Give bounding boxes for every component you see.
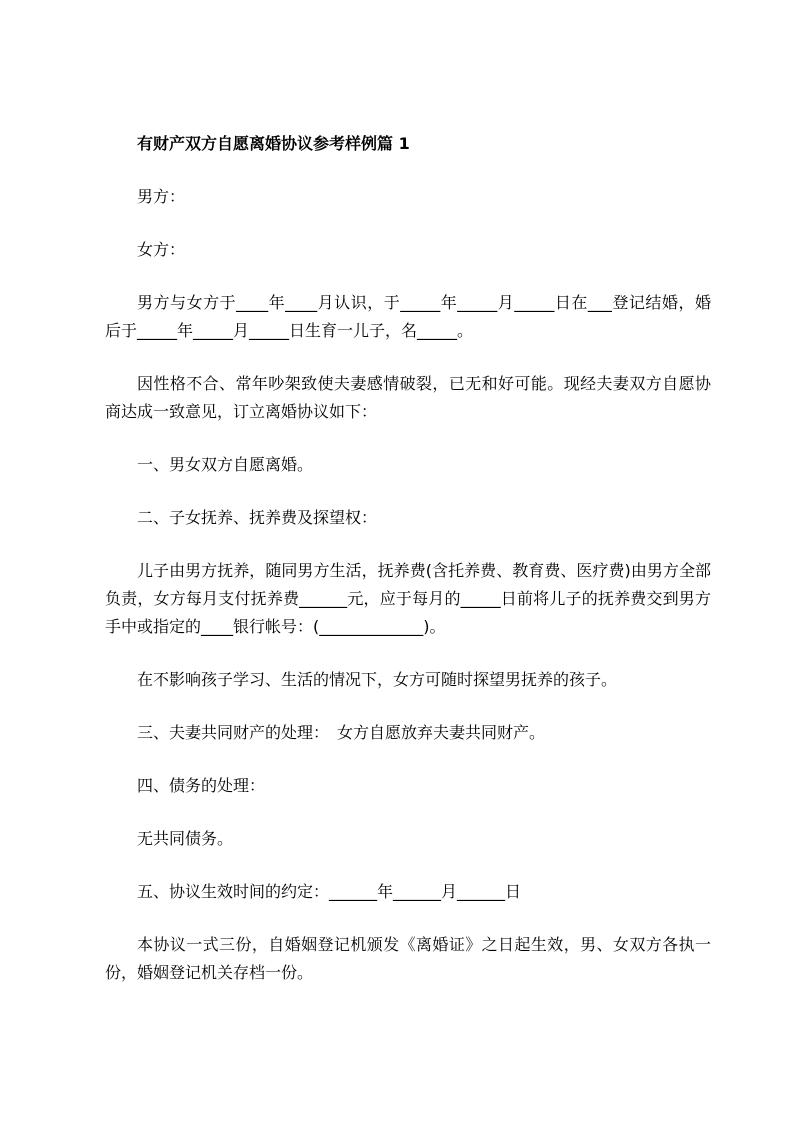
divorce-reason-paragraph: 因性格不合、常年吵架致使夫妻感情破裂，已无和好可能。现经夫妻双方自愿协商达成一致意见，订立离婚协议如下：: [105, 374, 711, 421]
clause-3-property: 三、夫妻共同财产的处理： 女方自愿放弃夫妻共同财产。: [137, 723, 546, 742]
clause-4-debts-heading: 四、债务的处理：: [137, 776, 266, 795]
no-joint-debts-line: 无共同债务。: [137, 829, 234, 848]
closing-copies-paragraph: 本协议一式三份，自婚姻登记机颁发《离婚证》之日起生效，男、女双方各执一份，婚姻登记机关存档一份。: [105, 935, 711, 982]
clause-5-effective-date: 五、协议生效时间的约定：______年______月______日: [137, 882, 522, 901]
male-party-line: 男方：: [137, 187, 186, 206]
custody-support-details: 儿子由男方抚养，随同男方生活，抚养费(含托养费、教育费、医疗费)由男方全部负责，女方每月支付抚养费______元，应于每月的_____日前将儿子的抚养费交到男方手中或指定的____银行帐号：(_____________)。: [105, 561, 711, 636]
clause-1-voluntary-divorce: 一、男女双方自愿离婚。: [137, 455, 314, 474]
clause-2-custody-heading: 二、子女抚养、抚养费及探望权：: [137, 508, 378, 527]
female-party-line: 女方：: [137, 240, 186, 259]
marriage-history-paragraph: 男方与女方于____年____月认识，于_____年_____月_____日在___登记结婚，婚后于_____年_____月_____日生育一儿子，名_____。: [105, 293, 711, 340]
document-title: 有财产双方自愿离婚协议参考样例篇 1: [137, 134, 410, 153]
visitation-paragraph: 在不影响孩子学习、生活的情况下，女方可随时探望男抚养的孩子。: [137, 670, 618, 689]
